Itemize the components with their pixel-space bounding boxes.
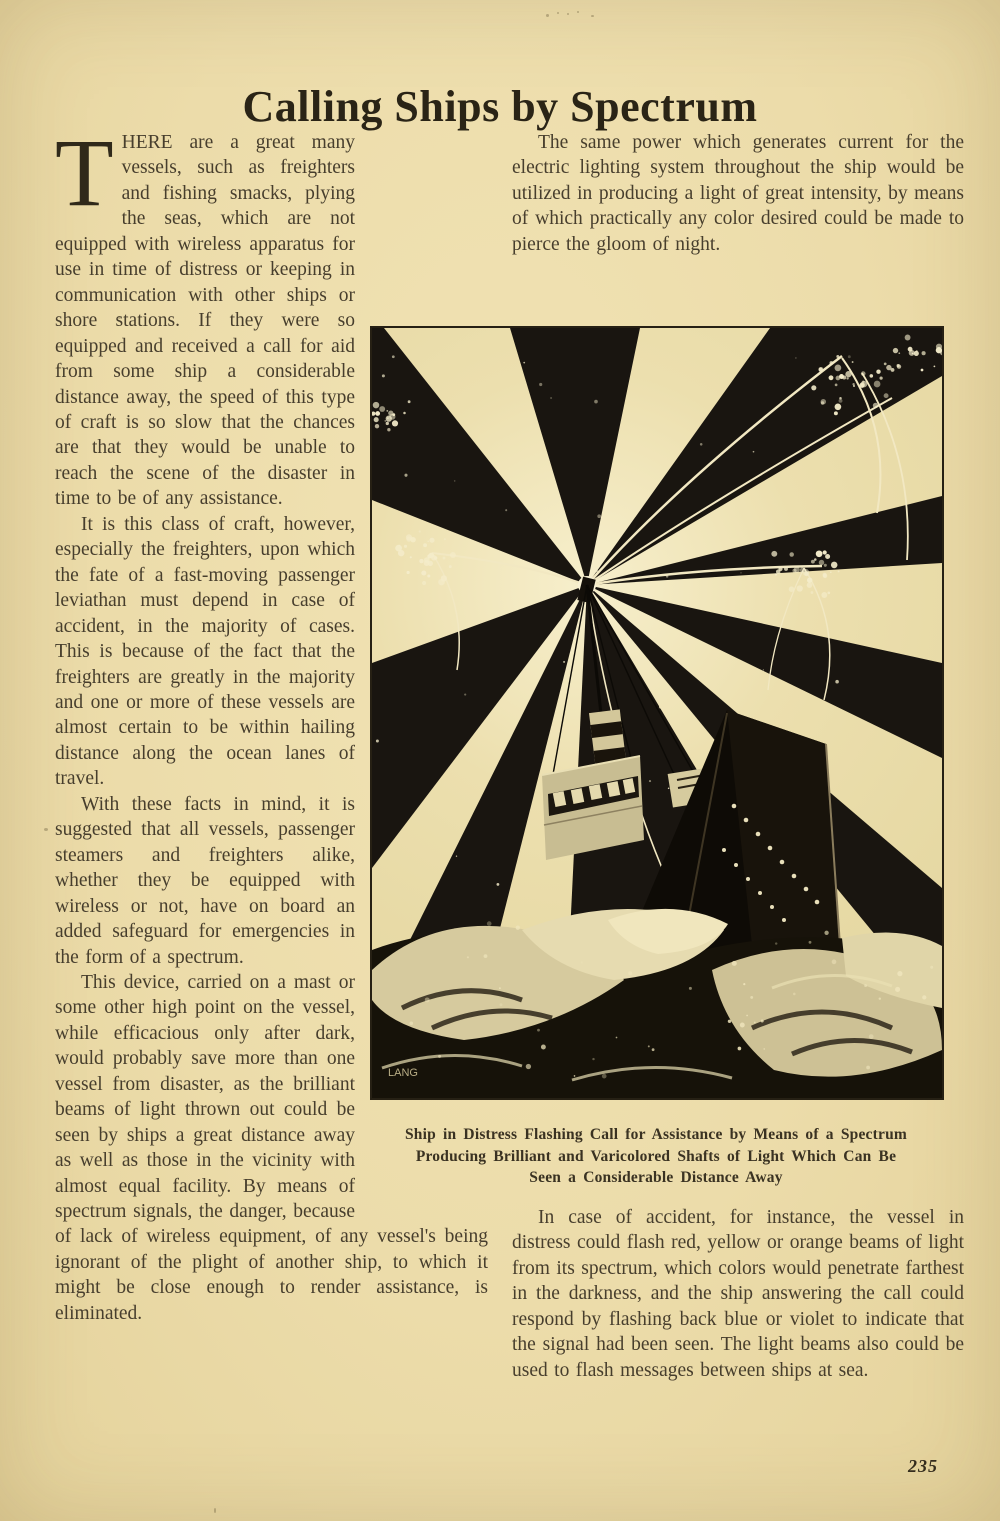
- paragraph-1-text: HERE are a great many vessels, such as freighters and fishing smacks, plying the seas, which are not equipped with wireless apparatus for use in time of distress or keeping in communication with other ships or shore stations. If they were so equipped and received a call for aid from some ship a considerable distance away, the speed of this type of craft is so slow that the chances are that they would be unable to reach the scene of the disaster in time to be of any assistance.: [55, 132, 355, 510]
- artist-signature: LANG: [388, 1067, 418, 1079]
- page-number: 235: [908, 1456, 938, 1476]
- ship-illustration: [370, 326, 944, 1100]
- paragraph-3: With these facts in mind, it is suggested that all vessels, passenger steamers and freighters alike, whether they be equipped with wireless or not, have on board an added safeguard for emergencies in the form of a spectrum.: [55, 793, 355, 968]
- paragraph-right-top: The same power which generates current for the electric lighting system throughout the ship would be utilized in producing a light of great intensity, by means of which practically any color desired could be made to pierce the gloom of night.: [512, 132, 964, 255]
- paragraph-4: This device, carried on a mast or some other high point on the vessel, while efficacious only after dark, would probably save more than one vessel from disaster, as the brilliant beams of light thrown out could be seen by ships a great distance away as well as those in the vicinity with almost equal facility. By means of spectrum signals, the danger, because of lack of wireless equipment, of any vessel's being ignorant of the plight of another ship, to which it might be close enough to render assistance, is eliminated.: [55, 971, 488, 1324]
- caption-line-2: Producing Brilliant and Varicolored Shafts of Light Which Can Be: [415, 1147, 897, 1165]
- paragraph-2: It is this class of craft, however, especially the freighters, upon which the fate of a fast-moving passenger leviathan must depend in case of accident, in the majority of cases. This is because of the fact that the freighters are greatly in the majority and one or more of these vessels are almost certain to be within hailing distance along the ocean lanes of travel.: [55, 513, 355, 790]
- drop-cap: T: [55, 119, 114, 226]
- right-column-top: [512, 130, 964, 257]
- sea: [372, 909, 942, 1098]
- page-title: Calling Ships by Spectrum: [242, 82, 758, 132]
- ship-illustration-svg: [372, 328, 942, 1098]
- right-column-bottom: [512, 1205, 964, 1383]
- paragraph-right-bottom: In case of accident, for instance, the vessel in distress could flash red, yellow or orange beams of light from its spectrum, which colors would penetrate farthest in the darkness, and the ship answering the call could respond by flashing back blue or violet to indicate that the signal had been seen. The light beams also could be used to flash messages between ships at sea.: [512, 1207, 964, 1381]
- figure-caption: [362, 1124, 950, 1189]
- caption-line-1: Ship in Distress Flashing Call for Assistance by Means of a Spectrum: [404, 1126, 908, 1143]
- caption-line-3: Seen a Considerable Distance Away: [529, 1169, 783, 1186]
